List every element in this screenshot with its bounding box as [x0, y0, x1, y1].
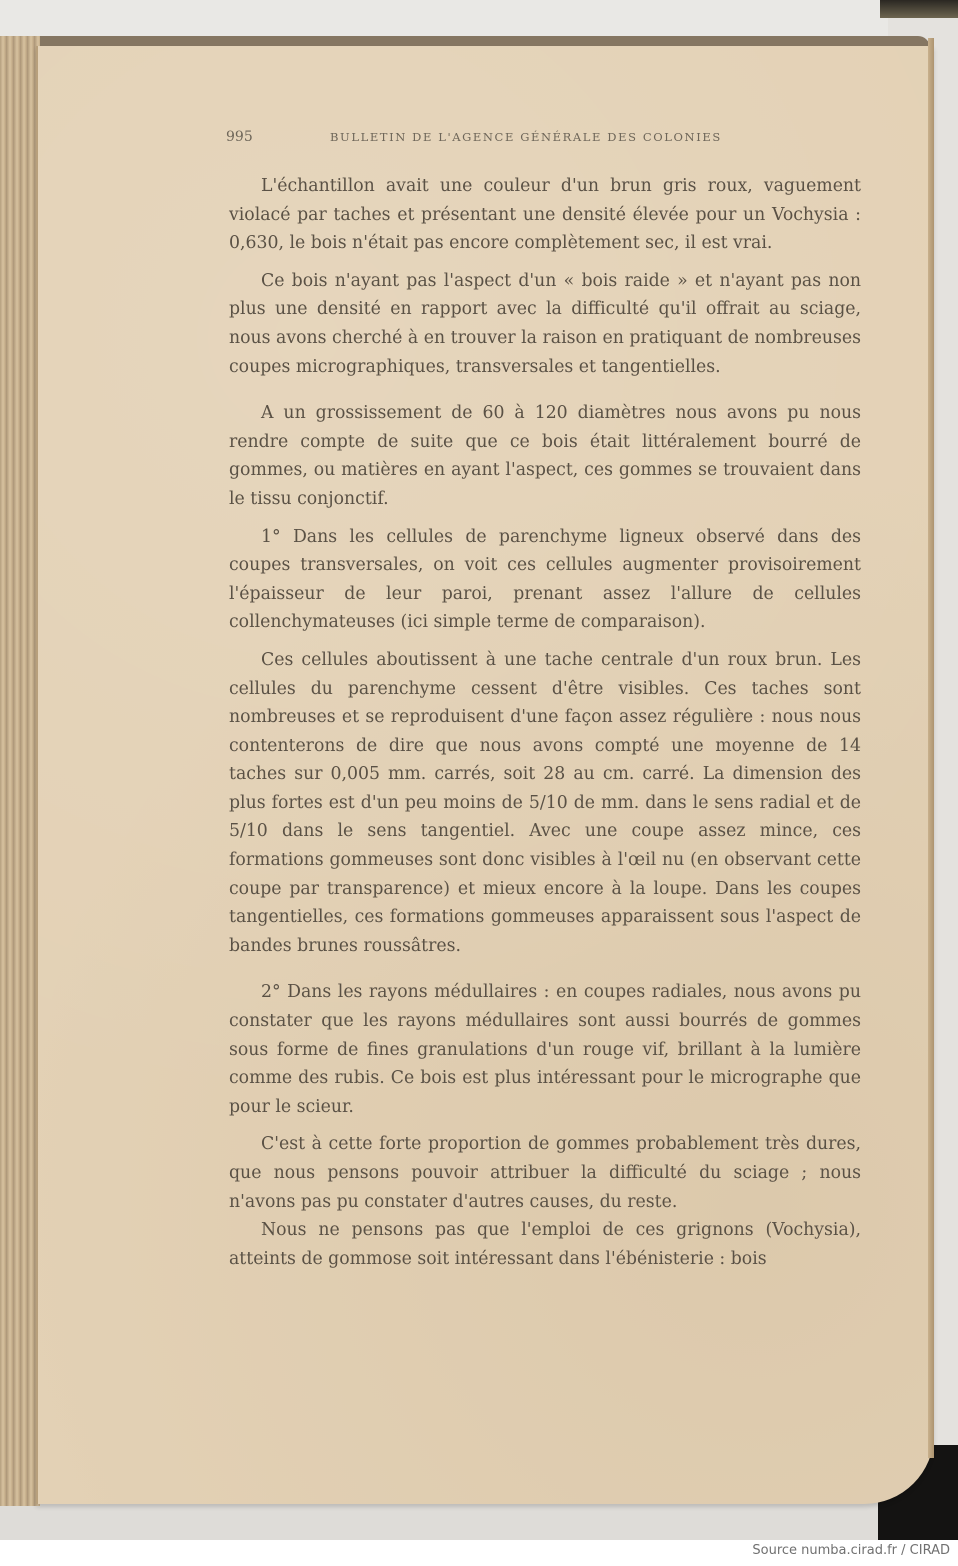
paragraph: 1° Dans les cellules de parenchyme ligneux observé dans des coupes transversales, on voit ces cellules augmenter provisoirement l'épaisseur de leur paroi, prenant assez l'allure de cellules collenchymateuses (ici simple terme de comparaison).	[229, 526, 861, 633]
paragraph: L'échantillon avait une couleur d'un brun gris roux, vaguement violacé par taches et présentant une densité élevée pour un Vochysia : 0,630, le bois n'était pas encore complètement sec, il est vrai.	[229, 176, 861, 254]
page-gutter	[928, 38, 934, 1458]
paragraph: Nous ne pensons pas que l'emploi de ces grignons (Vochysia), atteints de gommose soit intéressant dans l'ébénisterie : bois	[229, 1220, 861, 1269]
scanner-bed-top	[0, 0, 958, 36]
running-title: BULLETIN DE L'AGENCE GÉNÉRALE DES COLONIES	[330, 130, 722, 144]
paragraph: Ce bois n'ayant pas l'aspect d'un « bois raide » et n'ayant pas non plus une densité en rapport avec la difficulté qu'il offrait au sciage, nous avons cherché à en trouver la raison en pratiquant de nombreuses coupes micrographiques, transversales et tangentielles.	[229, 270, 861, 377]
page-number: 995	[226, 129, 253, 145]
binding-cord	[880, 0, 958, 18]
paragraph: A un grossissement de 60 à 120 diamètres nous avons pu nous rendre compte de suite que ce bois était littéralement bourré de gommes, ou matières en ayant l'aspect, ces gommes se trouvaient dans le tissu conjonctif.	[229, 403, 861, 509]
body-text	[229, 172, 861, 1273]
page-stack-edge	[0, 36, 40, 1506]
paragraph: Ces cellules aboutissent à une tache centrale d'un roux brun. Les cellules du parenchyme cessent d'être visibles. Ces taches sont nombreuses et se reproduisent d'une façon assez régulière : nous nous contenterons de dire que nous avons compté une moyenne de 14 taches sur 0,005 mm. carrés, soit 28 au cm. carré. La dimension des plus fortes est d'un peu moins de 5/10 de mm. dans le sens radial et de 5/10 dans le sens tangentiel. Avec une coupe assez mince, ces formations gommeuses sont donc visibles à l'œil nu (en observant cette coupe par transparence) et mieux encore à la loupe. Dans les coupes tangentielles, ces formations gommeuses apparaissent sous l'aspect de bandes brunes roussâtres.	[229, 649, 861, 956]
source-credit: Source numba.cirad.fr / CIRAD	[752, 1543, 950, 1558]
paragraph: 2° Dans les rayons médullaires : en coupes radiales, nous avons pu constater que les rayons médullaires sont aussi bourrés de gommes sous forme de fines granulations d'un rouge vif, brillant à la lumière comme des rubis. Ce bois est plus intéressant pour le micrographe que pour le scieur.	[229, 982, 861, 1117]
running-header	[226, 129, 766, 149]
paragraph: C'est à cette forte proportion de gommes probablement très dures, que nous pensons pouvoir attribuer la difficulté du sciage ; nous n'avons pas pu constater d'autres causes, du reste.	[229, 1134, 861, 1212]
